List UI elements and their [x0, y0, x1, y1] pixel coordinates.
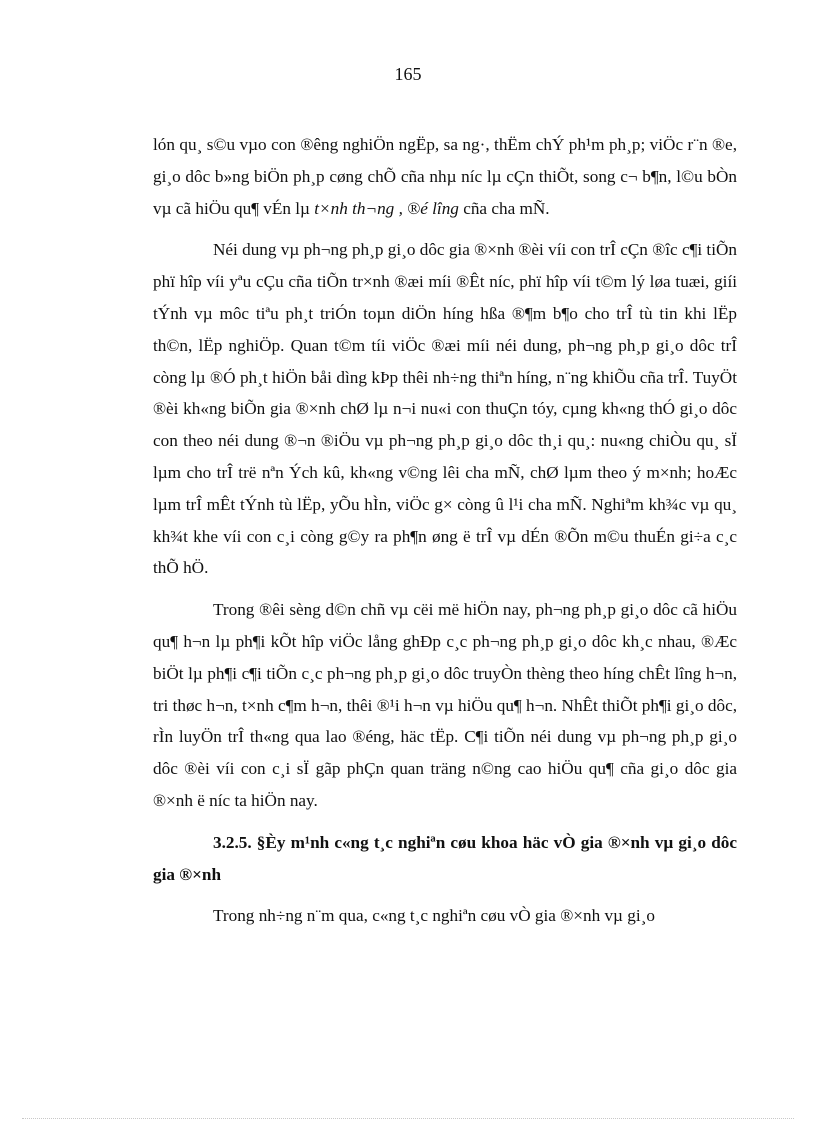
paragraph-1-end: cña cha mÑ. [458, 198, 550, 218]
paragraph-3: Trong ®êi sèng d©n chñ vµ cëi më hiÖn nay, ph¬ng ph¸p gi¸o dôc cã hiÖu qu¶ h¬n lµ ph¶i kÕt hîp viÖc lång ghÐp c¸c ph¬ng ph¸p gi¸o dôc kh¸c nhau, ®Æc biÖt lµ ph¶i c¶i tiÕn c¸c ph¬ng ph¸p gi¸o dôc truyÒn thèng theo híng chÊt lîng h¬n, tri thøc h¬n, t×nh c¶m h¬n, thêi ®¹i h¬n vµ hiÖu qu¶ h¬n. NhÊt thiÕt ph¶i gi¸o dôc, rÌn luyÖn trÎ th«ng qua lao ®éng, häc tËp. C¶i tiÕn néi dung vµ ph¬ng ph¸p gi¸o dôc ®èi víi con c¸i sÏ gãp phÇn quan träng n©ng cao hiÖu qu¶ cña gi¸o dôc gia ®×nh ë níc ta hiÖn nay. [153, 600, 737, 810]
paragraph-2: Néi dung vµ ph¬ng ph¸p gi¸o dôc gia ®×nh ®èi víi con trÎ cÇn ®îc c¶i tiÕn phï hîp víi yªu cÇu cña tiÕn tr×nh ®æi míi ®Êt níc, phï hîp víi t©m lý løa tuæi, giíi tÝnh vµ môc tiªu ph¸t triÓn toµn diÖn híng hßa ®¶m b¶o cho trÎ tù tin khi lËp th©n, lËp nghiÖp. Quan t©m tíi viÖc ®æi míi néi dung, ph¬ng ph¸p gi¸o dôc trÎ còng lµ ®Ó ph¸t hiÖn båi dìng kÞp thêi nh÷ng thiªn híng, n¨ng khiÕu cña trÎ. TuyÖt ®èi kh«ng biÕn gia ®×nh chØ lµ n¬i nu«i con thuÇn tóy, cµng kh«ng thÓ gi¸o dôc con theo néi dung ®¬n ®iÖu vµ ph¬ng ph¸p gi¸o dôc th¸i qu¸: nu«ng chiÒu qu¸ sÏ lµm cho trÎ trë nªn Ých kû, kh«ng v©ng lêi cha mÑ, chØ lµm theo ý m×nh; hoÆc lµm trÎ mÊt tÝnh tù lËp, yÕu hÌn, viÖc g× còng û l¹i cha mÑ. Nghiªm kh¾c vµ qu¸ kh¾t khe víi con c¸i còng g©y ra ph¶n øng ë trÎ vµ dÉn ®Õn m©u thuÉn gi÷a c¸c thÕ hÖ. [153, 240, 737, 578]
document-body [153, 129, 737, 942]
paragraph-4: Trong nh÷ng n¨m qua, c«ng t¸c nghiªn cøu vÒ gia ®×nh vµ gi¸o [213, 906, 655, 926]
paragraph-1 [153, 129, 737, 224]
page-number: 165 [394, 64, 422, 84]
section-heading: 3.2.5. §Èy m¹nh c«ng t¸c nghiªn cøu khoa häc vÒ gia ®×nh vµ gi¸o dôc gia ®×nh [153, 832, 737, 884]
paragraph-1-italic: t×nh th¬ng , ®é lîng [314, 198, 459, 218]
page-bottom-divider [22, 1118, 794, 1119]
paragraph-1-text: lón qu¸ s©u vµo con ®êng nghiÖn ngËp, sa ng·, thËm chÝ ph¹m ph¸p; viÖc r¨n ®e, gi¸o dôc b»ng biÖn ph¸p cøng chÕ cña nhµ níc lµ cÇn thiÕt, song c¬ b¶n, l©u bÒn vµ cã hiÖu qu¶ vÉn lµ [153, 135, 737, 218]
